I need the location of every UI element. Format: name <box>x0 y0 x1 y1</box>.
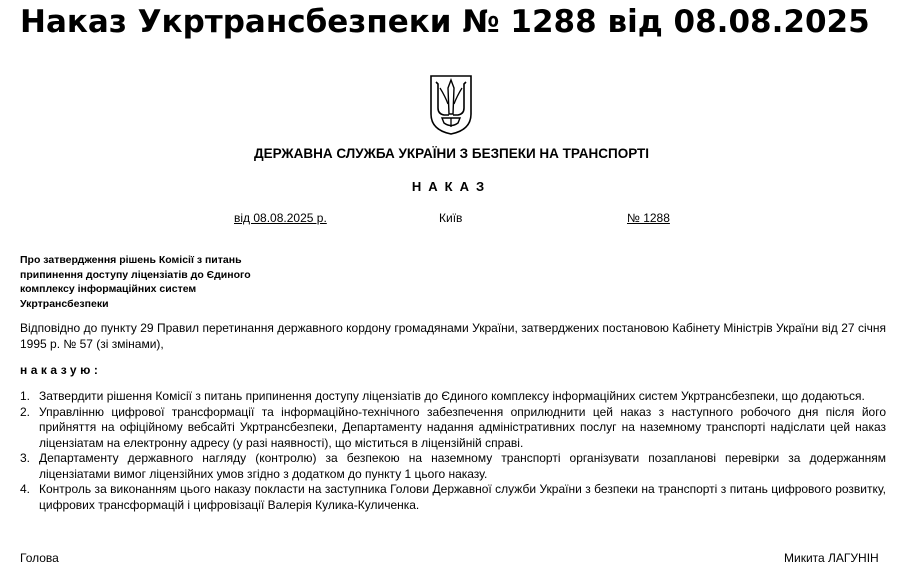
tryzub-coat-of-arms-icon <box>428 74 474 136</box>
item-number: 1. <box>20 389 31 403</box>
order-number: № 1288 <box>627 211 670 225</box>
order-directive: наказую: <box>20 363 102 377</box>
item-number: 3. <box>20 451 31 465</box>
order-item <box>20 451 886 482</box>
order-item <box>20 389 886 405</box>
order-item <box>20 482 886 513</box>
item-number: 2. <box>20 404 31 419</box>
item-text: Контроль за виконанням цього наказу покласти на заступника Голови Державної служби України з безпеки на транспорті з питань цифрового розвитку, цифрових трансформацій і цифровізації Валерія Кулика-Куличенка. <box>39 482 886 512</box>
signatory-name: Микита ЛАГУНІН <box>784 551 879 565</box>
order-subject: Про затвердження рішень Комісії з питань припинення доступу ліцензіатів до Єдиного комплексу інформаційних систем Укртрансбезпеки <box>20 254 251 310</box>
signatory-position: Голова <box>20 551 59 565</box>
item-number: 4. <box>20 482 31 496</box>
item-text: Департаменту державного нагляду (контролю) за безпекою на наземному транспорті організувати позапланові перевірки за додержанням ліцензіатами вимог ліцензійних умов згідно з додатком до пункту 1 цього наказу. <box>39 451 886 481</box>
item-text: Затвердити рішення Комісії з питань припинення доступу ліцензіатів до Єдиного комплексу інформаційних систем Укртрансбезпеки, що додаються. <box>39 389 865 403</box>
order-heading: НАКАЗ <box>411 179 492 194</box>
preamble: Відповідно до пункту 29 Правил перетинання державного кордону громадянами України, затверджених постановою Кабінету Міністрів України від 27 січня 1995 р. № 57 (зі змінами), <box>20 321 886 351</box>
order-item <box>20 405 886 452</box>
order-items <box>20 389 886 513</box>
headline: Наказ Укртрансбезпеки № 1288 від 08.08.2025 <box>20 4 870 40</box>
order-city: Київ <box>439 211 463 225</box>
item-text: Управлінню цифрової трансформації та інформаційно-технічного забезпечення оприлюднити цей наказ з наступного робочого дня після його прийняття на офіційному вебсайті Укртрансбезпеки, Департаменту надання адміністративних послуг на наземному транспорті надіслати цей наказ ліцензіатам на електронну адресу (у разі наявності), що міститься в ліцензійній справі. <box>39 404 886 450</box>
agency-name: ДЕРЖАВНА СЛУЖБА УКРАЇНИ З БЕЗПЕКИ НА ТРАНСПОРТІ <box>253 146 650 161</box>
order-date: від 08.08.2025 р. <box>234 211 327 225</box>
